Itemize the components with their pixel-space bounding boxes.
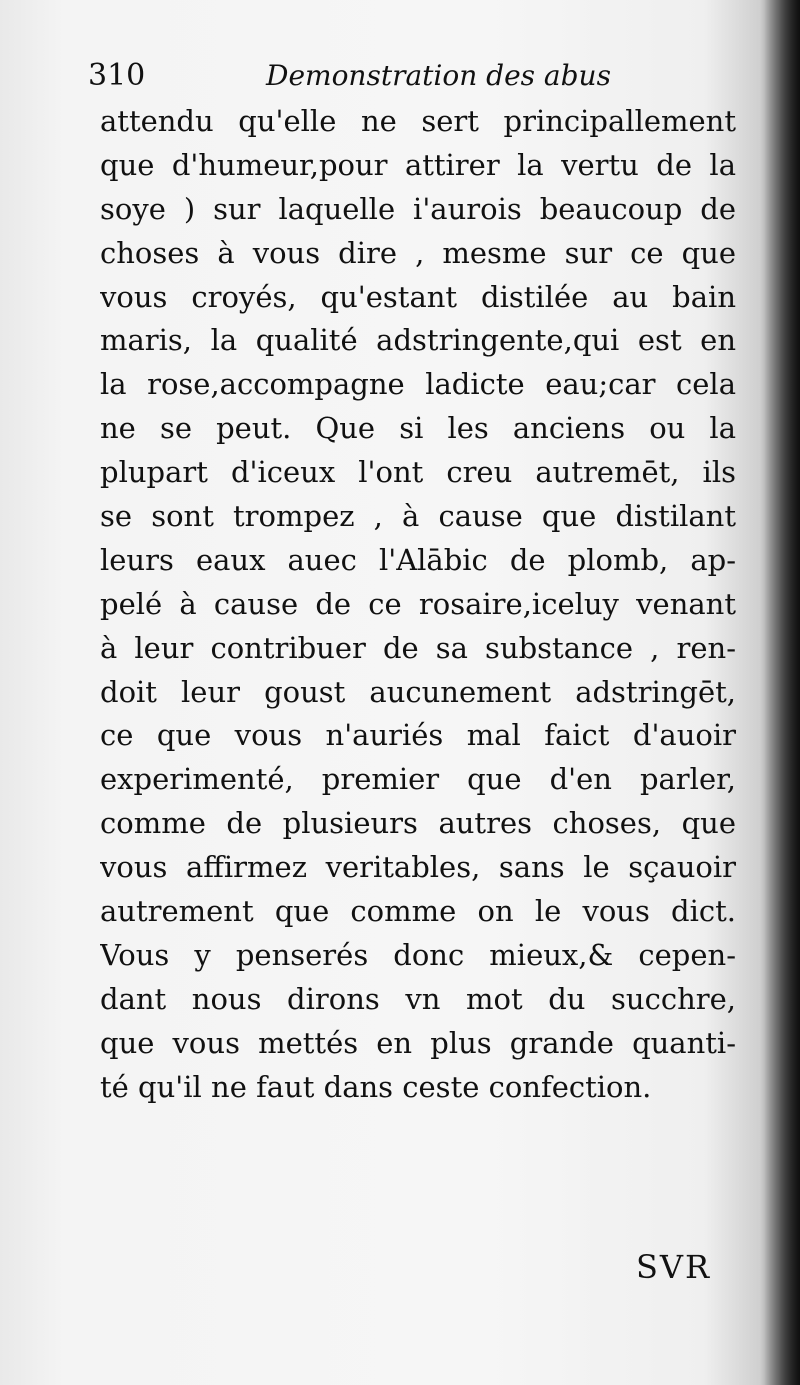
text-line: la rose,accompagne ladicte eau;car cela bbox=[100, 367, 736, 402]
running-head: Demonstration des abus bbox=[266, 59, 611, 92]
text-line: doit leur goust aucunement adstringēt, bbox=[100, 674, 736, 709]
catchword: SVR bbox=[636, 1248, 712, 1286]
text-line: choses à vous dire , mesme sur ce que bbox=[100, 235, 736, 270]
text-line: pelé à cause de ce rosaire,iceluy venant bbox=[100, 586, 736, 621]
text-line: que vous mettés en plus grande quanti- bbox=[100, 1025, 736, 1060]
text-line: plupart d'iceux l'ont creu autremēt, ils bbox=[100, 455, 736, 490]
text-line: se sont trompez , à cause que distilant bbox=[100, 499, 736, 534]
page-header bbox=[88, 52, 748, 100]
page-number: 310 bbox=[88, 58, 146, 93]
binding-shadow bbox=[764, 0, 800, 1385]
text-line: dant nous dirons vn mot du succhre, bbox=[100, 981, 736, 1016]
text-line: autrement que comme on le vous dict. bbox=[100, 894, 736, 929]
text-line: que d'humeur,pour attirer la vertu de la bbox=[100, 147, 736, 182]
text-line: leurs eaux auec l'Alābic de plomb, ap- bbox=[100, 542, 736, 577]
text-line: à leur contribuer de sa substance , ren- bbox=[100, 630, 736, 665]
text-line: vous croyés, qu'estant distilée au bain bbox=[100, 279, 736, 314]
text-line: vous affirmez veritables, sans le sçauoir bbox=[100, 850, 736, 885]
text-line: comme de plusieurs autres choses, que bbox=[100, 806, 736, 841]
text-line: ce que vous n'auriés mal faict d'auoir bbox=[100, 718, 736, 753]
text-line: Vous y penserés donc mieux,& cepen- bbox=[100, 937, 736, 972]
text-line: té qu'il ne faut dans ceste confection. bbox=[100, 1069, 652, 1104]
text-line: experimenté, premier que d'en parler, bbox=[100, 762, 736, 797]
text-line: attendu qu'elle ne sert principallement bbox=[100, 104, 736, 138]
text-line: maris, la qualité adstringente,qui est en bbox=[100, 323, 736, 358]
text-line: ne se peut. Que si les anciens ou la bbox=[100, 411, 736, 446]
text-line: soye ) sur laquelle i'aurois beaucoup de bbox=[100, 191, 736, 226]
body-text bbox=[100, 100, 736, 1109]
